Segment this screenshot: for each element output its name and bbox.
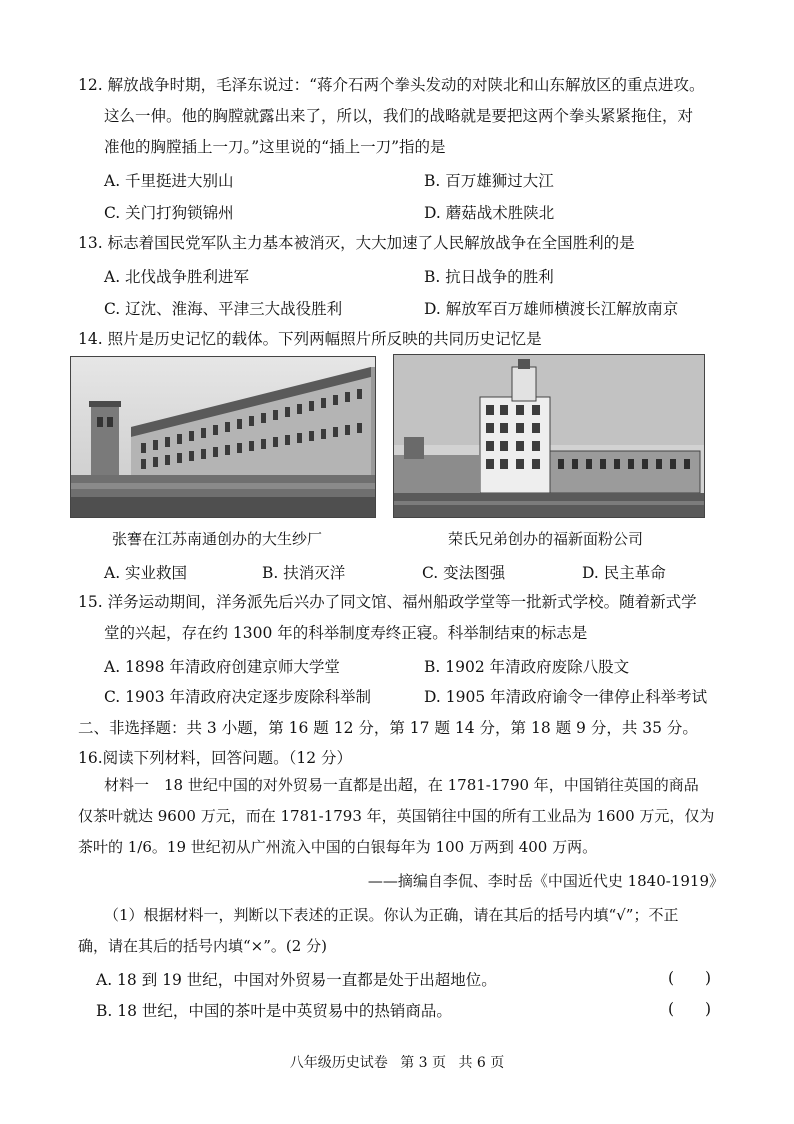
question-12 (78, 70, 738, 163)
question-15-line-2: 堂的兴起，存在约 1300 年的科举制度寿终正寝。科举制结束的标志是 (104, 624, 588, 642)
option-c: C. 辽沈、淮海、平津三大战役胜利 (104, 300, 343, 318)
question-15-line-1: 15. 洋务运动期间，洋务派先后兴办了同文馆、福州船政学堂等一批新式学校。随着新式学 (78, 593, 697, 611)
question-14 (78, 324, 738, 355)
page-footer (0, 1052, 794, 1072)
option-d: D. 民主革命 (582, 564, 666, 582)
dasheng-mill-photo (70, 356, 376, 518)
material-source: ——摘编自李侃、李时岳《中国近代史 1840-1919》 (367, 872, 724, 890)
footer-total-pages: 共 6 页 (458, 1055, 505, 1071)
flour-mill-building-image (394, 355, 704, 517)
sub-question-1-line-2: 确，请在其后的括号内填“×”。(2 分) (78, 937, 327, 955)
option-b: B. 抗日战争的胜利 (424, 268, 554, 286)
question-15 (78, 587, 738, 649)
factory-building-image (71, 357, 375, 517)
fuxin-flour-photo (393, 354, 705, 518)
option-b: B. 1902 年清政府废除八股文 (424, 658, 630, 676)
option-a: A. 1898 年清政府创建京师大学堂 (104, 658, 340, 676)
option-d: D. 蘑菇战术胜陕北 (424, 204, 555, 222)
statement-b: B. 18 世纪，中国的茶叶是中英贸易中的热销商品。 (96, 1002, 452, 1020)
answer-blank-a[interactable]: ( ) (668, 969, 712, 987)
material-1-line-1: 材料一 18 世纪中国的对外贸易一直都是出超，在 1781-1790 年，中国销往英国的商品 (104, 776, 699, 794)
sub-question-1 (78, 900, 728, 962)
option-c: C. 变法图强 (422, 564, 506, 582)
option-b: B. 百万雄狮过大江 (424, 172, 554, 190)
option-a: A. 实业救国 (104, 564, 188, 582)
option-a: A. 千里挺进大别山 (104, 172, 234, 190)
footer-exam-name: 八年级历史试卷 (289, 1055, 388, 1071)
answer-blank-b[interactable]: ( ) (668, 1000, 712, 1018)
question-12-line-1: 12. 解放战争时期，毛泽东说过：“蒋介石两个拳头发动的对陕北和山东解放区的重点进攻。 (78, 76, 705, 94)
material-1-line-3: 茶叶的 1/6。19 世纪初从广州流入中国的白银每年为 100 万两到 400 万两。 (78, 838, 598, 856)
question-12-line-3: 准他的胸膛插上一刀。”这里说的“插上一刀”指的是 (104, 138, 446, 156)
question-13-line-1: 13. 标志着国民党军队主力基本被消灭，大大加速了人民解放战争在全国胜利的是 (78, 234, 635, 252)
material-1 (78, 770, 728, 863)
photo-caption-2: 荣氏兄弟创办的福新面粉公司 (448, 530, 644, 548)
option-d: D. 解放军百万雄师横渡长江解放南京 (424, 300, 679, 318)
statement-a: A. 18 到 19 世纪，中国对外贸易一直都是处于出超地位。 (96, 971, 497, 989)
section-2-header: 二、非选择题：共 3 小题，第 16 题 12 分，第 17 题 14 分，第 18 题 9 分，共 35 分。 (78, 719, 698, 737)
sub-question-1-line-1: （1）根据材料一，判断以下表述的正误。你认为正确，请在其后的括号内填“√”；不正 (104, 906, 679, 924)
question-12-line-2: 这么一伸。他的胸膛就露出来了，所以，我们的战略就是要把这两个拳头紧紧拖住，对 (104, 107, 694, 125)
footer-page-number: 第 3 页 (400, 1055, 446, 1071)
option-d: D. 1905 年清政府谕令一律停止科举考试 (424, 688, 708, 706)
photo-caption-1: 张謇在江苏南通创办的大生纱厂 (112, 530, 323, 548)
option-c: C. 1903 年清政府决定逐步废除科举制 (104, 688, 372, 706)
option-c: C. 关门打狗锁锦州 (104, 204, 234, 222)
material-1-line-2: 仅茶叶就达 9600 万元，而在 1781-1793 年，英国销往中国的所有工业品为 1600 万元，仅为 (78, 807, 715, 825)
question-13 (78, 228, 738, 259)
question-16-title: 16.阅读下列材料，回答问题。（12 分） (78, 749, 353, 767)
question-14-line-1: 14. 照片是历史记忆的载体。下列两幅照片所反映的共同历史记忆是 (78, 330, 542, 348)
option-a: A. 北伐战争胜利进军 (104, 268, 250, 286)
option-b: B. 扶消灭洋 (262, 564, 346, 582)
